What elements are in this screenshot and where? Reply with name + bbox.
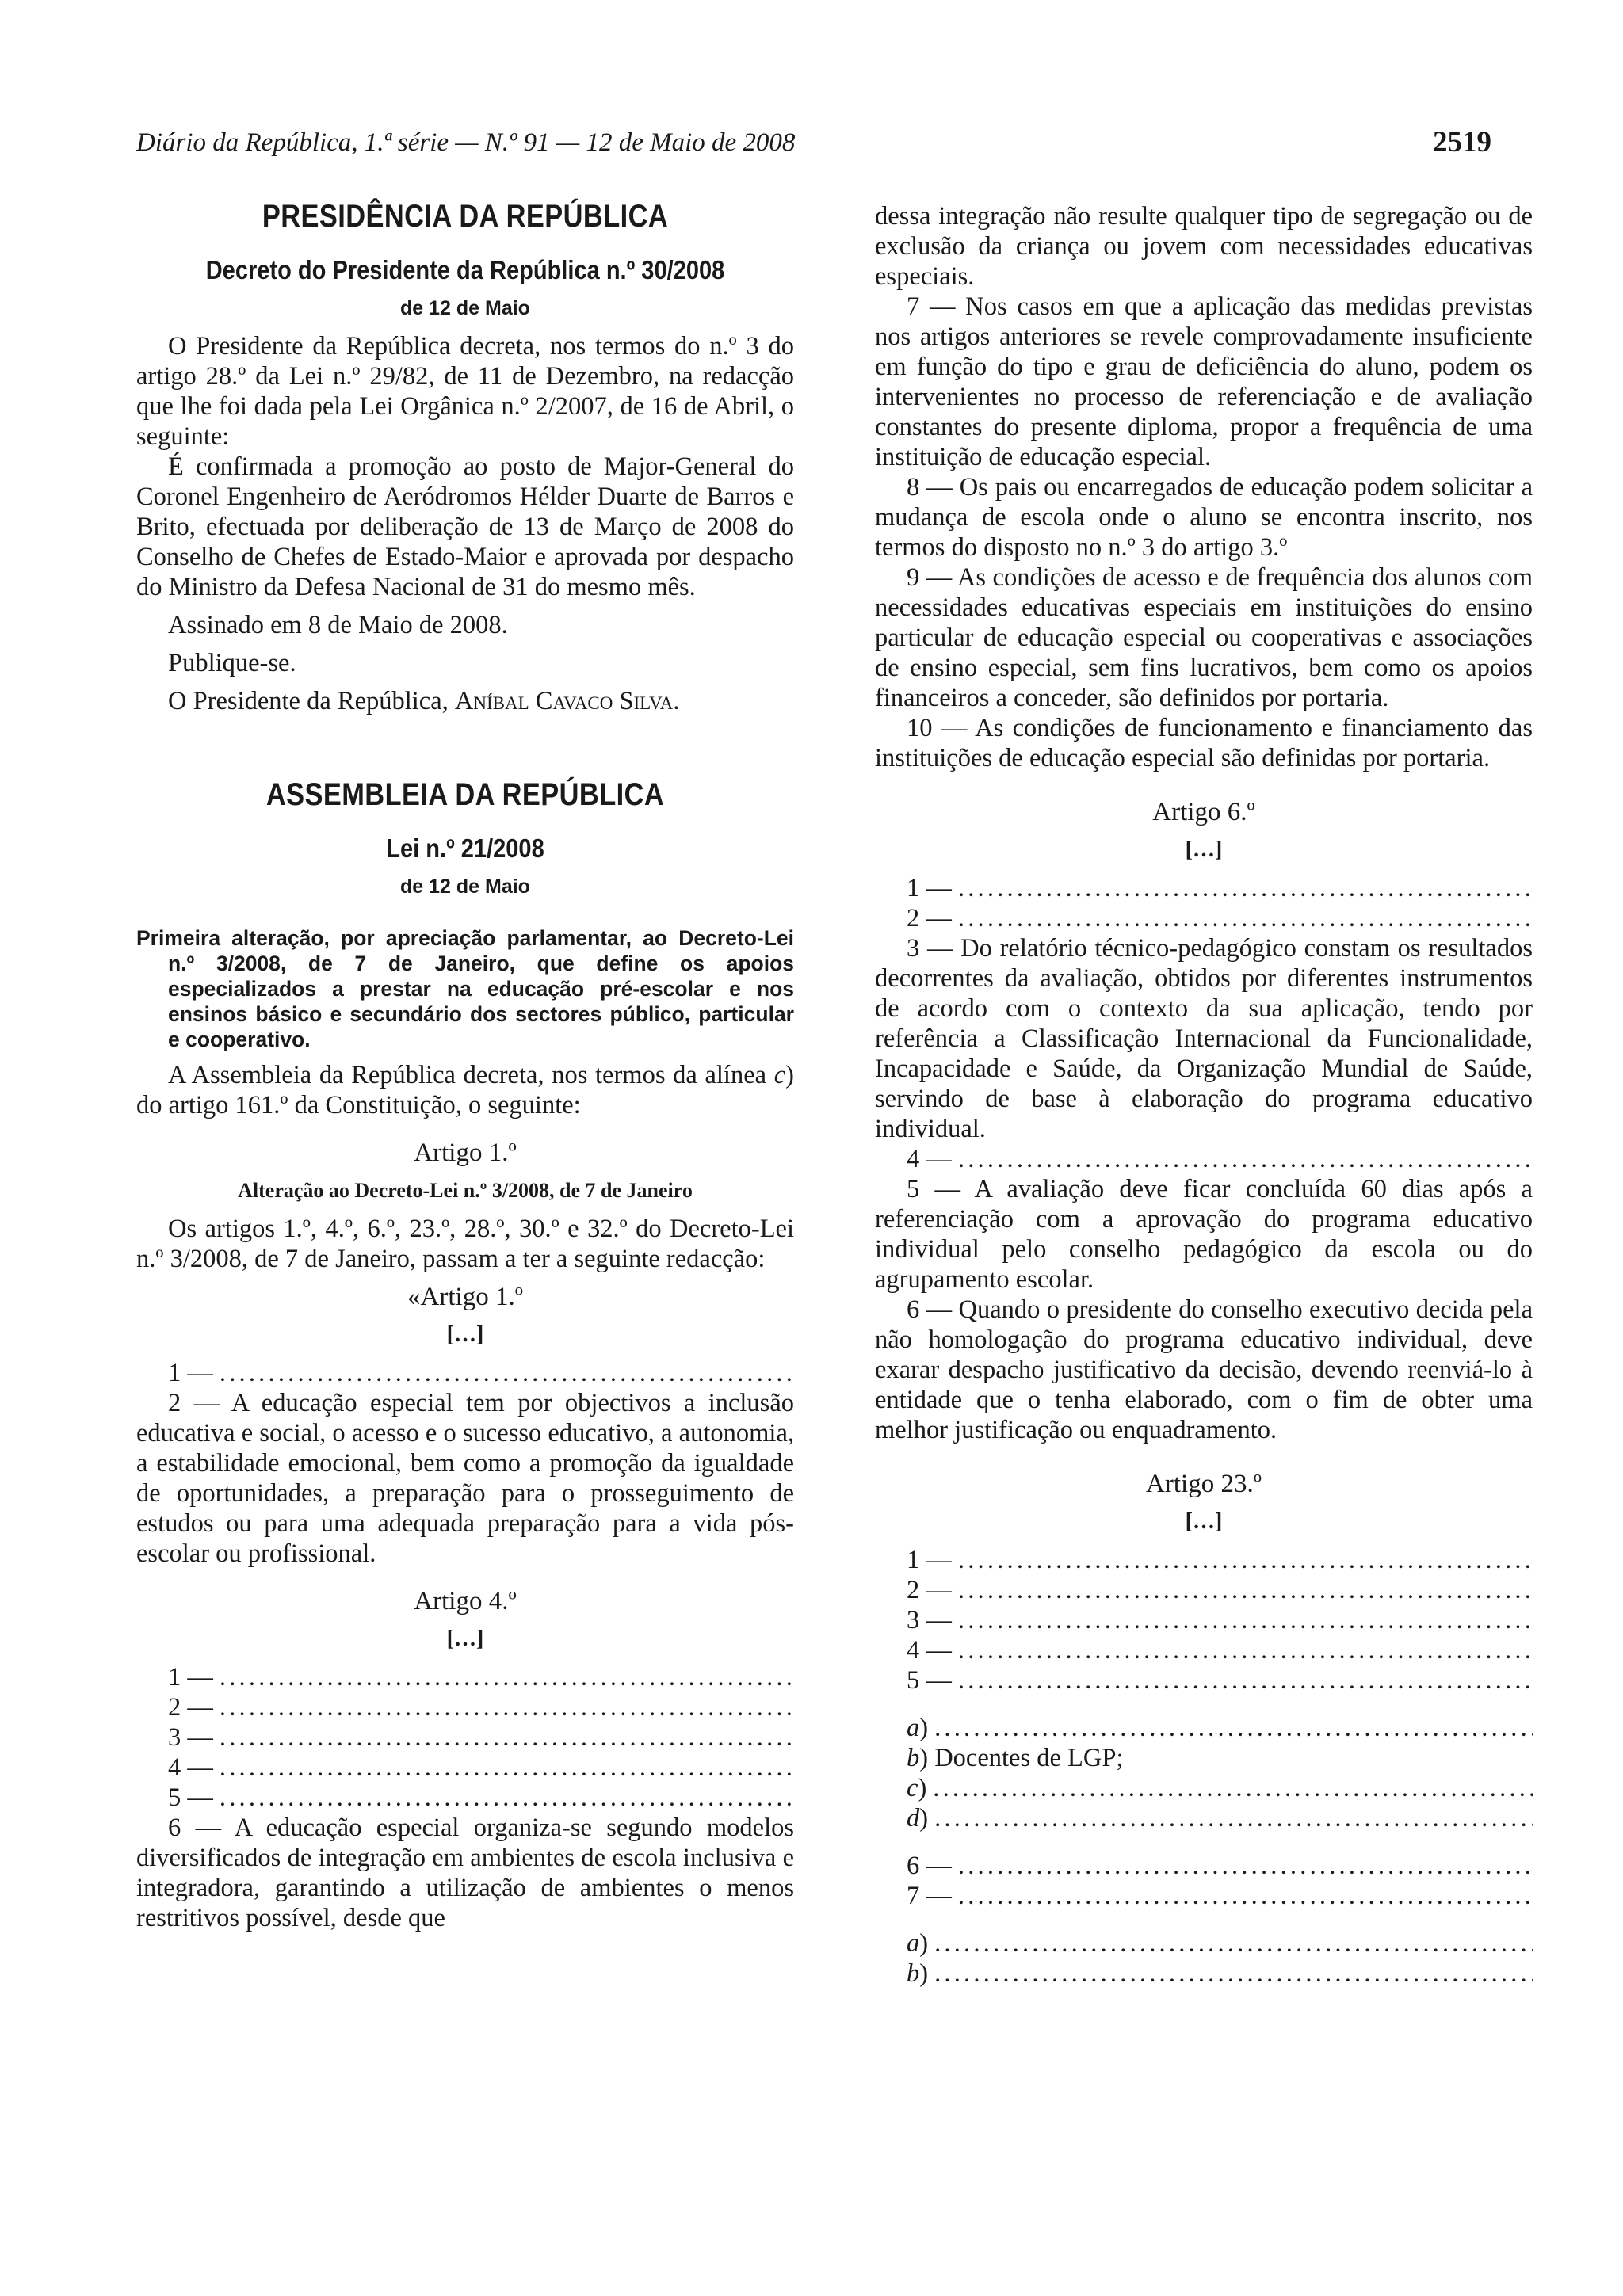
article-paragraph: 7 — Nos casos em que a aplicação das medidas previstas nos artigos anteriores se revele comprovadamente insuficiente em função do tipo e grau de deficiência do aluno, podem os intervenientes no processo de referenciação e de avaliação constantes do presente diploma, propor a frequência de uma instituição de educação especial. bbox=[875, 292, 1533, 471]
article-paragraph: 6 — Quando o presidente do conselho executivo decida pela não homologação do programa educativo individual, deve exarar despacho justificativo da decisão, devendo reenviá-lo à entidade que o tenha elaborado, com o fim de obter uma melhor justificação ou enquadramento. bbox=[875, 1295, 1533, 1444]
law-intro-letter: c bbox=[773, 1061, 786, 1089]
decree-date: de 12 de Maio bbox=[400, 297, 530, 319]
omitted-paragraph: 6 — ..... bbox=[875, 1851, 1533, 1881]
article-subtitle: Alteração ao Decreto-Lei n.º 3/2008, de 7 de Janeiro bbox=[238, 1179, 693, 1202]
omitted-paragraph: 2 — ..... bbox=[875, 903, 1533, 933]
article-paragraph: 6 — A educação especial organiza-se segundo modelos diversificados de integração em ambientes de escola inclusiva e integradora, garantindo a utilização de ambientes o menos restritivos possível, desde que bbox=[136, 1814, 794, 1932]
section-heading-presidency: PRESIDÊNCIA DA REPÚBLICA bbox=[262, 199, 669, 234]
quoted-article-title: Artigo 23.º bbox=[1146, 1470, 1262, 1498]
left-column bbox=[136, 201, 794, 1933]
omitted-paragraph: 4 — ..... bbox=[875, 1144, 1533, 1174]
law-intro-text: ) do artigo 161.º da Constituição, o seguinte: bbox=[136, 1061, 794, 1119]
quoted-article-title: Artigo 6.º bbox=[1152, 798, 1255, 826]
right-column bbox=[875, 201, 1533, 1989]
omitted-item: b) ..... bbox=[875, 1958, 1533, 1989]
omitted-marker: […] bbox=[446, 1322, 484, 1347]
article-paragraph: 8 — Os pais ou encarregados de educação podem solicitar a mudança de escola onde o aluno se encontra inscrito, nos termos do disposto no n.º 3 do artigo 3.º bbox=[875, 473, 1533, 562]
omitted-item: a) ..... bbox=[875, 1928, 1533, 1958]
article-paragraph: 3 — Do relatório técnico-pedagógico constam os resultados decorrentes da avaliação, obtidos por diferentes instrumentos de acordo com o contexto da sua aplicação, tendo por referência a Classificação Internacional da Funcionalidade, Incapacidade e Saúde, da Organização Mundial de Saúde, servindo de base à elaboração do programa educativo individual. bbox=[875, 934, 1533, 1143]
law-intro bbox=[136, 1060, 794, 1120]
section-heading-assembly: ASSEMBLEIA DA REPÚBLICA bbox=[265, 777, 665, 812]
omitted-item: a) ..... bbox=[875, 1713, 1533, 1743]
omitted-marker: […] bbox=[1185, 1509, 1223, 1534]
article-title: Artigo 1.º bbox=[414, 1138, 517, 1167]
omitted-paragraph: 1 — ..... bbox=[136, 1662, 794, 1692]
omitted-paragraph: 1 — ..... bbox=[875, 873, 1533, 903]
omitted-item: d) ..... bbox=[875, 1803, 1533, 1833]
decree-title: Decreto do Presidente da República n.º 30/2008 bbox=[205, 255, 725, 284]
omitted-marker: […] bbox=[446, 1627, 484, 1651]
president-prefix: O Presidente da República, bbox=[168, 687, 449, 715]
law-date: de 12 de Maio bbox=[400, 875, 530, 898]
signed-date: Assinado em 8 de Maio de 2008. bbox=[168, 611, 508, 639]
omitted-paragraph: 1 — ..... bbox=[875, 1545, 1533, 1575]
omitted-paragraph: 3 — ..... bbox=[875, 1605, 1533, 1635]
article-paragraph: 5 — A avaliação deve ficar concluída 60 dias após a referenciação com a aprovação do programa educativo individual pelo conselho pedagógico da escola ou do agrupamento escolar. bbox=[875, 1175, 1533, 1294]
omitted-paragraph: 1 — ..... bbox=[136, 1358, 794, 1388]
decree-paragraph: É confirmada a promoção ao posto de Major-General do Coronel Engenheiro de Aeródromos Hélder Duarte de Barros e Brito, efectuada por deliberação de 13 de Março de 2008 do Conselho de Chefes de Estado-Maior e aprovada por despacho do Ministro da Defesa Nacional de 31 do mesmo mês. bbox=[136, 452, 794, 601]
article-paragraph: 2 — A educação especial tem por objectivos a inclusão educativa e social, o acesso e o sucesso educativo, a autonomia, a estabilidade emocional, bem como a promoção da igualdade de oportunidades, a preparação para o prosseguimento de estudos ou para uma adequada preparação para a vida pós-escolar ou profissional. bbox=[136, 1389, 794, 1568]
running-head: Diário da República, 1.ª série — N.º 91 — 12 de Maio de 2008 bbox=[136, 128, 796, 157]
omitted-paragraph: 2 — ..... bbox=[136, 1692, 794, 1722]
omitted-paragraph: 5 — ..... bbox=[136, 1783, 794, 1813]
president-signature bbox=[136, 686, 794, 716]
omitted-paragraph: 7 — ..... bbox=[875, 1881, 1533, 1911]
list-item: b) Docentes de LGP; bbox=[907, 1744, 1124, 1772]
decree-paragraph: O Presidente da República decreta, nos termos do n.º 3 do artigo 28.º da Lei n.º 29/82, de 11 de Dezembro, na redacção que lhe foi dada pela Lei Orgânica n.º 2/2007, de 16 de Abril, o seguinte: bbox=[136, 332, 794, 451]
president-name: Aníbal Cavaco Silva. bbox=[454, 687, 680, 715]
article-paragraph: 10 — As condições de funcionamento e financiamento das instituições de educação especial são definidas por portaria. bbox=[875, 714, 1533, 772]
quoted-article-title: Artigo 4.º bbox=[414, 1587, 517, 1615]
omitted-paragraph: 3 — ..... bbox=[136, 1722, 794, 1753]
law-summary: Primeira alteração, por apreciação parlamentar, ao Decreto-Lei n.º 3/2008, de 7 de Janeiro, que define os apoios especializados a prestar na educação pré-escolar e nos ensinos básico e secundário dos sectores público, particular e cooperativo. bbox=[136, 926, 794, 1051]
page-number: 2519 bbox=[1433, 126, 1491, 158]
omitted-paragraph: 2 — ..... bbox=[875, 1575, 1533, 1605]
omitted-paragraph: 4 — ..... bbox=[136, 1753, 794, 1783]
omitted-paragraph: 5 — ..... bbox=[875, 1665, 1533, 1695]
law-intro-text: A Assembleia da República decreta, nos termos da alínea bbox=[168, 1061, 767, 1089]
omitted-paragraph: 4 — ..... bbox=[875, 1635, 1533, 1665]
omitted-marker: […] bbox=[1185, 837, 1223, 862]
omitted-item: c) ..... bbox=[875, 1773, 1533, 1803]
article-text: Os artigos 1.º, 4.º, 6.º, 23.º, 28.º, 30.º e 32.º do Decreto-Lei n.º 3/2008, de 7 de Janeiro, passam a ter a seguinte redacção: bbox=[136, 1215, 794, 1273]
article-paragraph: dessa integração não resulte qualquer tipo de segregação ou de exclusão da criança ou jovem com necessidades educativas especiais. bbox=[875, 202, 1533, 291]
publish-line: Publique-se. bbox=[168, 649, 296, 677]
article-paragraph: 9 — As condições de acesso e de frequência dos alunos com necessidades educativas especiais em instituições do ensino particular de educação especial ou cooperativas e associações de ensino especial, sem fins lucrativos, bem como os apoios financeiros a conceder, são definidos por portaria. bbox=[875, 563, 1533, 712]
quoted-article-title: «Artigo 1.º bbox=[407, 1283, 523, 1311]
law-title: Lei n.º 21/2008 bbox=[386, 833, 544, 863]
